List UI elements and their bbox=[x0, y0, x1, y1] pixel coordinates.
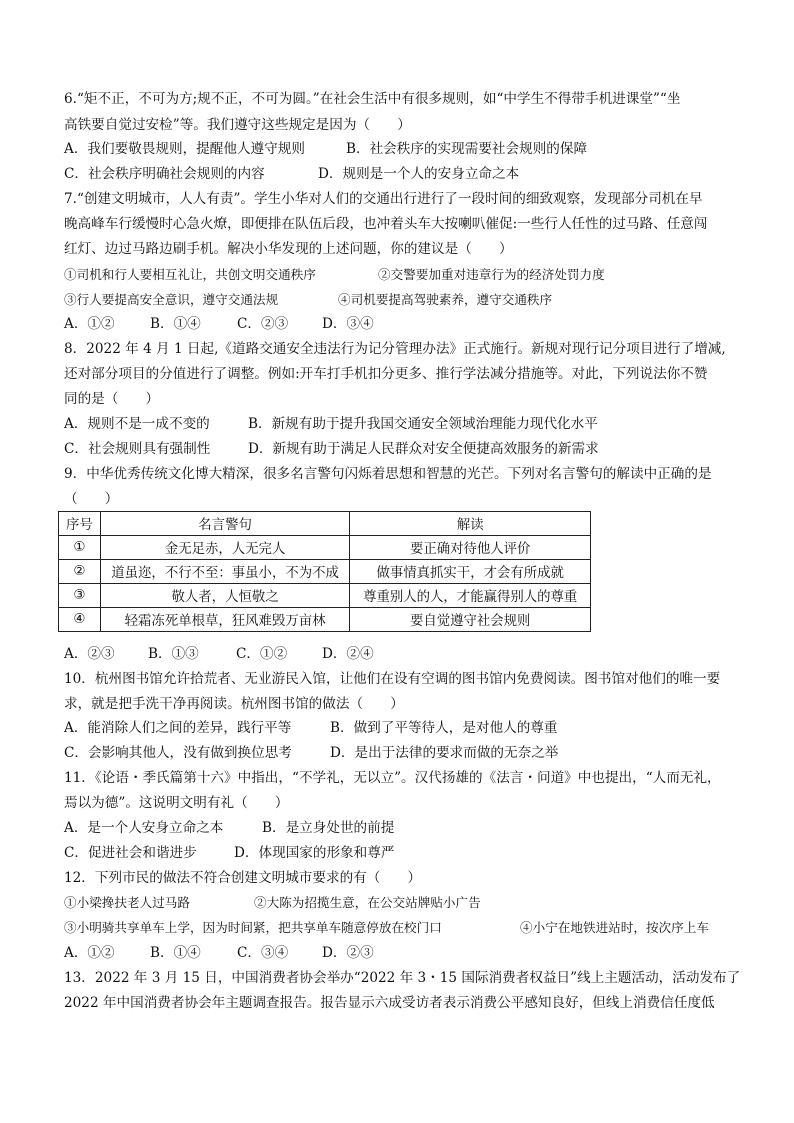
q12-item-3: ③小明骑共享单车上学，因为时间紧，把共享单车随意停放在校门口 bbox=[64, 920, 442, 935]
row-interpretation: 要自觉遵守社会规则 bbox=[350, 608, 591, 632]
q10-stem-line2: 求，就是把手洗干净再阅读。杭州图书馆的做法（ ） bbox=[64, 696, 404, 712]
q9-stem-line2: （ ） bbox=[64, 491, 119, 507]
q13-stem-line1: 13．2022 年 3 月 15 日，中国消费者协会举办“2022 年 3・15 国际消费者权益日”线上主题活动，活动发布了 bbox=[64, 970, 741, 986]
q7-option-d: D．③④ bbox=[322, 316, 374, 332]
q8-option-c: C．社会规则具有强制性 bbox=[64, 441, 211, 457]
row-quote: 道虽迩，不行不至：事虽小，不为不成 bbox=[100, 560, 350, 584]
row-interpretation: 要正确对待他人评价 bbox=[350, 536, 591, 560]
q6-stem-line2: 高铁要自觉过安检”等。我们遵守这些规定是因为（ ） bbox=[64, 117, 411, 133]
q10-option-c: C．会影响其他人，没有做到换位思考 bbox=[64, 745, 292, 761]
q7-item-3: ③行人要提高安全意识，遵守交通法规 bbox=[64, 292, 279, 307]
q9-quote-table bbox=[58, 511, 591, 632]
q13-stem-line2: 2022 年中国消费者协会年主题调查报告。报告显示六成受访者表示消费公平感知良好，但线上消费信任度低 bbox=[64, 995, 715, 1011]
q12-item-1: ①小梁搀扶老人过马路 bbox=[64, 895, 190, 910]
q7-option-b: B．①④ bbox=[150, 316, 201, 332]
q12-option-c: C．③④ bbox=[237, 945, 289, 961]
q6-option-b: B．社会秩序的实现需要社会规则的保障 bbox=[346, 141, 588, 157]
q11-option-d: D．体现国家的形象和尊严 bbox=[234, 845, 395, 861]
q8-option-d: D．新规有助于满足人民群众对安全便捷高效服务的新需求 bbox=[248, 441, 599, 457]
row-quote: 轻霜冻死单根草，狂风难毁万亩林 bbox=[100, 608, 350, 632]
q12-option-d: D．②③ bbox=[322, 945, 374, 961]
table-row bbox=[59, 608, 591, 632]
q12-option-a: A．①② bbox=[64, 945, 115, 961]
q11-option-b: B．是立身处世的前提 bbox=[262, 820, 395, 836]
row-number: ③ bbox=[59, 584, 101, 608]
q7-item-4: ④司机要提高驾驶素养，遵守交通秩序 bbox=[338, 292, 553, 307]
table-header-row bbox=[59, 512, 591, 536]
q8-stem-line1: 8．2022 年 4 月 1 日起,《道路交通安全违法行为记分管理办法》正式施行。新规对现行记分项目进行了增减, bbox=[64, 341, 726, 357]
column-header-number: 序号 bbox=[59, 512, 101, 536]
q10-option-b: B．做到了平等待人，是对他人的尊重 bbox=[330, 720, 558, 736]
q9-stem-line1: 9．中华优秀传统文化博大精深，很多名言警句闪烁着思想和智慧的光芒。下列对名言警句的解读中正确的是 bbox=[64, 466, 712, 482]
q6-option-c: C．社会秩序明确社会规则的内容 bbox=[64, 166, 265, 182]
q10-option-d: D．是出于法律的要求而做的无奈之举 bbox=[330, 745, 559, 761]
q12-item-2: ②大陈为招揽生意，在公交站牌贴小广告 bbox=[254, 895, 481, 910]
q11-stem-line1: 11．《论语・季氏篇第十六》中指出，“不学礼，无以立”。汉代扬雄的《法言・问道》中也提出，“人而无礼， bbox=[64, 770, 721, 786]
table-row bbox=[59, 536, 591, 560]
q7-option-a: A．①② bbox=[64, 316, 115, 332]
q9-option-b: B．①③ bbox=[148, 646, 199, 662]
q8-option-b: B．新规有助于提升我国交通安全领域治理能力现代化水平 bbox=[248, 416, 598, 432]
q6-option-d: D．规则是一个人的安身立命之本 bbox=[318, 166, 520, 182]
row-number: ① bbox=[59, 536, 101, 560]
table-row bbox=[59, 560, 591, 584]
q9-option-d: D．②④ bbox=[322, 646, 374, 662]
q7-option-c: C．②③ bbox=[237, 316, 289, 332]
q6-stem-line1: 6.“矩不正，不可为方;规不正，不可为圆。”在社会生活中有很多规则，如“中学生不得带手机进课堂”“坐 bbox=[64, 91, 681, 107]
row-interpretation: 做事情真抓实干，才会有所成就 bbox=[350, 560, 591, 584]
row-quote: 金无足赤，人无完人 bbox=[100, 536, 350, 560]
q7-item-1: ①司机和行人要相互礼让，共创文明交通秩序 bbox=[64, 267, 316, 282]
q12-item-4: ④小宁在地铁进站时，按次序上车 bbox=[520, 920, 709, 935]
q11-stem-line2: 焉以为德”。这说明文明有礼（ ） bbox=[64, 795, 289, 811]
q11-option-c: C．促进社会和谐进步 bbox=[64, 845, 197, 861]
q6-option-a: A．我们要敬畏规则，提醒他人遵守规则 bbox=[64, 141, 305, 157]
row-number: ② bbox=[59, 560, 101, 584]
column-header-quote: 名言警句 bbox=[100, 512, 350, 536]
table-row bbox=[59, 584, 591, 608]
row-number: ④ bbox=[59, 608, 101, 632]
q8-option-a: A．规则不是一成不变的 bbox=[64, 416, 210, 432]
q8-stem-line3: 同的是（ ） bbox=[64, 391, 160, 407]
q12-option-b: B．①④ bbox=[150, 945, 201, 961]
q12-stem-line1: 12．下列市民的做法不符合创建文明城市要求的有（ ） bbox=[64, 870, 422, 886]
q7-stem-line2: 晚高峰车行缓慢时心急火燎，即便排在队伍后段，也冲着头车大按喇叭催促:一些行人任性的过马路、任意闯 bbox=[64, 216, 708, 232]
q7-stem-line3: 红灯、边过马路边刷手机。解决小华发现的上述问题，你的建议是（ ） bbox=[64, 241, 513, 257]
q10-stem-line1: 10．杭州图书馆允许拾荒者、无业游民入馆，让他们在设有空调的图书馆内免费阅读。图书馆对他们的唯一要 bbox=[64, 671, 721, 687]
column-header-interpretation: 解读 bbox=[350, 512, 591, 536]
q8-stem-line2: 还对部分项目的分值进行了调整。例如:开车打手机扣分更多、推行学法减分措施等。对此，下列说法你不赞 bbox=[64, 366, 708, 382]
q9-option-c: C．①② bbox=[236, 646, 288, 662]
q7-stem-line1: 7.“创建文明城市，人人有责”。学生小华对人们的交通出行进行了一段时间的细致观察，发现部分司机在早 bbox=[64, 191, 703, 207]
row-quote: 敬人者，人恒敬之 bbox=[100, 584, 350, 608]
q7-item-2: ②交警要加重对违章行为的经济处罚力度 bbox=[378, 267, 605, 282]
row-interpretation: 尊重别人的人，才能赢得别人的尊重 bbox=[350, 584, 591, 608]
q11-option-a: A．是一个人安身立命之本 bbox=[64, 820, 224, 836]
q10-option-a: A．能消除人们之间的差异，践行平等 bbox=[64, 720, 292, 736]
q9-option-a: A．②③ bbox=[64, 646, 115, 662]
